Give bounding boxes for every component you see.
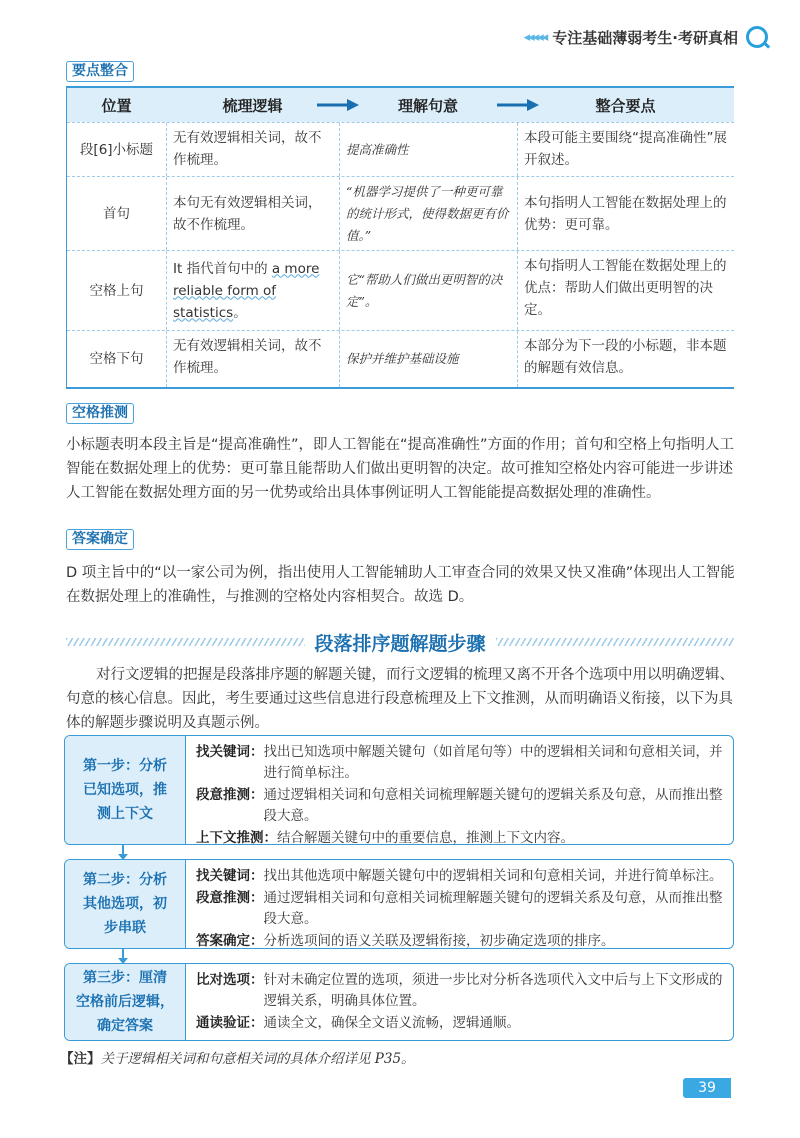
- arrow-decoration-icon: ◂◂◂◂◂: [523, 29, 547, 45]
- cell-logic-suffix: 。: [233, 304, 247, 321]
- step-item-key: 上下文推测：: [196, 830, 277, 846]
- cell-position: 空格下句: [89, 351, 144, 367]
- step-item: [196, 888, 725, 930]
- step-item: [196, 742, 725, 784]
- arrow-right-icon: [497, 98, 539, 112]
- section-tag-key-points: 要点整合: [66, 61, 134, 82]
- decorative-divider: [66, 638, 305, 646]
- footnote-text: 关于逻辑相关词和句意相关词的具体介绍详见 P35。: [100, 1051, 415, 1067]
- cell-meaning: 提高准确性: [339, 123, 517, 176]
- cell-point: 本句指明人工智能在数据处理上的优势：更可靠。: [517, 177, 734, 250]
- decorative-divider: [496, 638, 735, 646]
- step-item-text: 找出已知选项中解题关键句（如首尾句等）中的逻辑相关词和句意相关词，并进行简单标注。: [263, 744, 723, 781]
- cell-position: 空格上句: [89, 282, 144, 299]
- step-label: [65, 964, 186, 1040]
- step-label-line: 第三步：厘清: [83, 970, 167, 986]
- step-item-text: 针对未确定位置的选项，须进一步比对分析各选项代入文中后与上下文形成的逻辑关系，明确具体位置。: [263, 972, 723, 1009]
- step-item-text: 通读全文，确保全文语义流畅，逻辑通顺。: [263, 1015, 520, 1031]
- step-item-text: 通过逻辑相关词和句意相关词梳理解题关键句的逻辑关系及句意，从而推出整段大意。: [263, 787, 723, 824]
- section-title-bar: [66, 627, 734, 657]
- step-label-line: 其他选项，初: [83, 896, 167, 912]
- table-row: [67, 176, 734, 250]
- step-item-text: 结合解题关键句中的重要信息，推测上下文内容。: [277, 830, 574, 846]
- step-item-key: 答案确定：: [196, 933, 264, 949]
- cell-logic-wavy: a more reliable form of statistics: [173, 260, 320, 321]
- step-box: [64, 859, 734, 949]
- inference-paragraph: 小标题表明本段主旨是“提高准确性”，即人工智能在“提高准确性”方面的作用；首句和空格上句指明人工智能在数据处理上的优势：更可靠且能帮助人们做出更明智的决定。故可推知空格处内容可能进一步讲述人工智能在数据处理方面的另一优势或给出具体事例证明人工智能能提高数据处理的准确性。: [66, 437, 735, 501]
- step-connector-arrow-icon: [122, 845, 124, 855]
- table-row: [67, 122, 734, 176]
- section-tag-blank-inference: 空格推测: [66, 403, 134, 424]
- cell-logic-prefix: It 指代首句中的: [173, 260, 272, 277]
- step-label-line: 空格前后逻辑，: [76, 994, 174, 1010]
- step-box: [64, 963, 734, 1041]
- arrow-right-icon: [317, 98, 359, 112]
- section-title: 段落排序题解题步骤: [314, 632, 486, 655]
- step-body: [186, 736, 733, 844]
- cell-meaning: “机器学习提供了一种更可靠的统计形式，使得数据更有价值。”: [339, 177, 517, 250]
- header-title: 专注基础薄弱考生·考研真相: [552, 28, 738, 47]
- step-box: [64, 735, 734, 845]
- search-icon: [746, 26, 768, 48]
- table-header-cell: 理解句意: [397, 96, 458, 115]
- running-header: [524, 24, 800, 50]
- cell-position: 段[6]小标题: [79, 141, 154, 158]
- step-body: [186, 964, 733, 1040]
- page-number: 39: [683, 1078, 731, 1098]
- step-label: [65, 736, 186, 844]
- cell-logic: [166, 251, 339, 330]
- step-item-key: 比对选项：: [196, 972, 264, 988]
- step-label-line: 第一步：分析: [83, 758, 167, 774]
- intro-paragraph: 对行文逻辑的把握是段落排序题的解题关键，而行文逻辑的梳理又离不开各个选项中用以明确逻辑、句意的核心信息。因此，考生要通过这些信息进行段意梳理及上下文推测，从而明确语义衔接，以下为具体的解题步骤说明及真题示例。: [66, 667, 734, 731]
- step-item-text: 通过逻辑相关词和句意相关词梳理解题关键句的逻辑关系及句意，从而推出整段大意。: [263, 890, 723, 927]
- step-label-line: 测上下文: [97, 806, 153, 822]
- table-header-row: [67, 86, 734, 122]
- step-label: [65, 860, 186, 948]
- step-item-key: 通读验证：: [196, 1015, 264, 1031]
- cell-meaning: 保护并维护基础设施: [339, 331, 517, 387]
- cell-logic: 无有效逻辑相关词，故不作梳理。: [166, 123, 339, 176]
- table-header-cell: 整合要点: [595, 96, 656, 115]
- table-header-cell: 梳理逻辑: [222, 96, 283, 115]
- step-item-key: 找关键词：: [196, 744, 264, 760]
- step-item: [196, 931, 725, 952]
- cell-point: 本段可能主要围绕“提高准确性”展开叙述。: [517, 123, 734, 176]
- step-item-key: 找关键词：: [196, 868, 264, 884]
- step-item-text: 分析选项间的语义关联及逻辑衔接，初步确定选项的排序。: [263, 933, 615, 949]
- step-body: [186, 860, 733, 948]
- footnote-prefix: 【注】: [60, 1051, 101, 1067]
- answer-paragraph: D 项主旨中的“以一家公司为例，指出使用人工智能辅助人工审查合同的效果又快又准确”体现出人工智能在数据处理上的准确性，与推测的空格处内容相契合。故选 D。: [66, 565, 735, 605]
- cell-point: 本部分为下一段的小标题，非本题的解题有效信息。: [517, 331, 734, 387]
- step-connector-arrow-icon: [122, 949, 124, 959]
- summary-table: [66, 86, 734, 389]
- step-item-key: 段意推测：: [196, 787, 264, 803]
- cell-point: 本句指明人工智能在数据处理上的优点：帮助人们做出更明智的决定。: [517, 251, 734, 330]
- step-item: [196, 828, 725, 849]
- table-header-cell: 位置: [101, 96, 132, 115]
- table-row: [67, 250, 734, 330]
- step-item: [196, 866, 725, 887]
- cell-position: 首句: [103, 205, 130, 222]
- step-item-key: 段意推测：: [196, 890, 264, 906]
- step-label-line: 第二步：分析: [83, 872, 167, 888]
- step-item: [196, 970, 725, 1012]
- step-item: [196, 785, 725, 827]
- cell-meaning: 它“帮助人们做出更明智的决定”。: [339, 251, 517, 330]
- footnote: [60, 1047, 415, 1067]
- step-label-line: 步串联: [104, 920, 146, 936]
- step-item: [196, 1013, 725, 1034]
- step-label-line: 确定答案: [97, 1018, 153, 1034]
- cell-logic: 无有效逻辑相关词，故不作梳理。: [166, 331, 339, 387]
- section-tag-answer: 答案确定: [66, 529, 134, 550]
- table-row: [67, 330, 734, 389]
- step-label-line: 已知选项，推: [83, 782, 167, 798]
- cell-logic: 本句无有效逻辑相关词，故不作梳理。: [166, 177, 339, 250]
- step-item-text: 找出其他选项中解题关键句中的逻辑相关词和句意相关词，并进行简单标注。: [263, 868, 723, 884]
